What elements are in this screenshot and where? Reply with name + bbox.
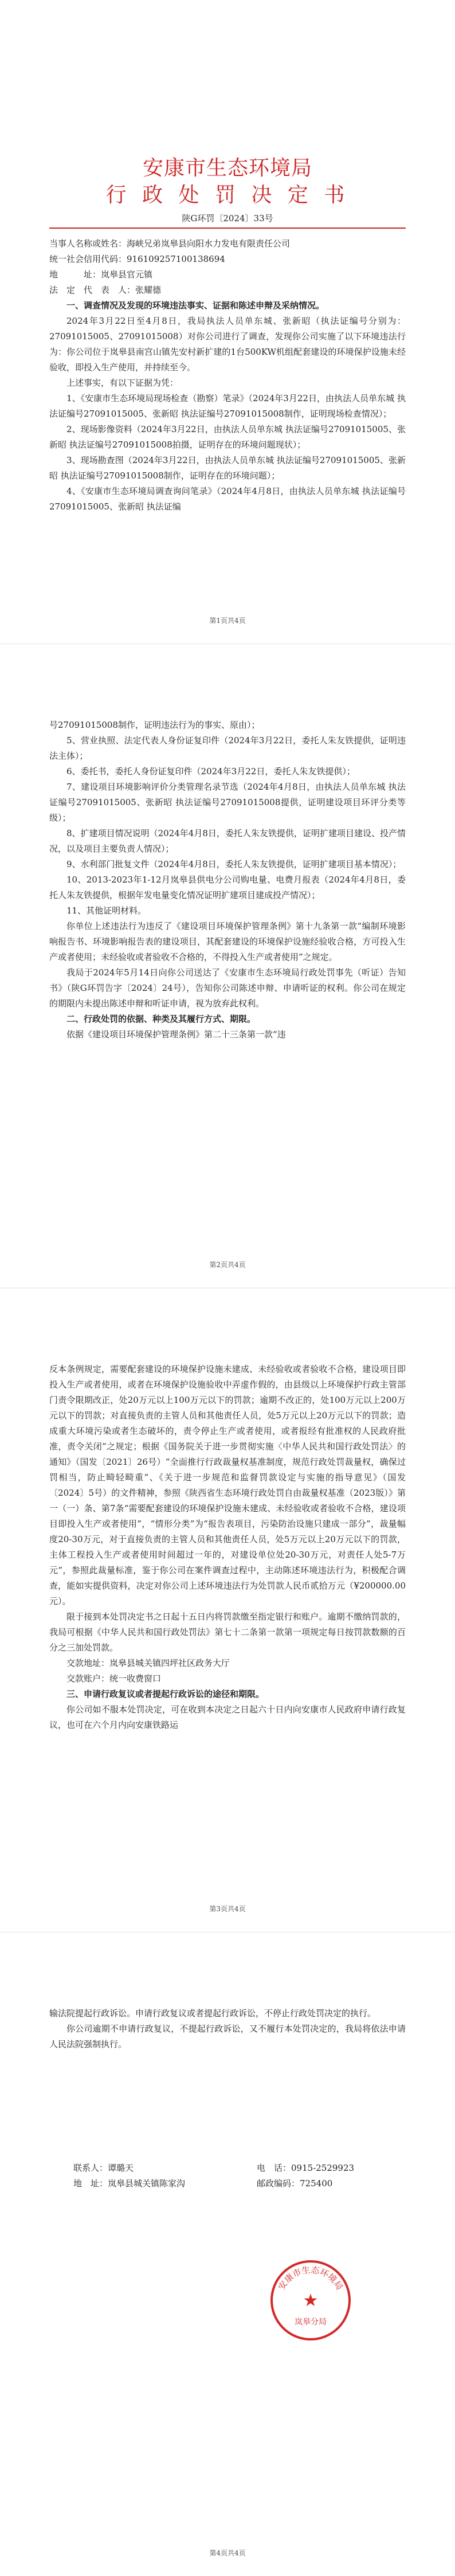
page-1-body: [49, 236, 406, 515]
contact-address: [73, 2176, 257, 2191]
paragraph: 输法院提起行政诉讼。申请行政复议或者提起行政诉讼，不停止行政处罚决定的执行。: [49, 2008, 376, 2018]
paragraph: 11、其他证明材料。: [66, 905, 147, 916]
contact-person: [73, 2161, 257, 2176]
paragraph: 9、水利部门批复文件（2024年4月8日，委托人朱友铁提供，证明扩建项目基本情况）；: [66, 859, 402, 869]
contact-person-value: 谭璐天: [108, 2163, 134, 2173]
contact-row: [73, 2176, 406, 2191]
paragraph: 法 定 代 表 人：张耀德: [49, 285, 162, 295]
contact-address-value: 岚皋县城关镇陈家沟: [108, 2178, 186, 2189]
section-heading: 一、调查情况及发现的环境违法事实、证据和陈述申辩及采纳情况。: [66, 300, 325, 311]
paragraph: 地 址：岚皋县官元镇: [49, 269, 153, 280]
page-3-body: [49, 1362, 406, 1733]
contact-postcode-label: 邮政编码：: [257, 2178, 300, 2189]
paragraph: 我局于2024年5月14日向你公司送达了《安康市生态环境局行政处罚事先（听证）告知书》（陕G环罚告字〔2024〕24号），告知你公司陈述申辩、申请听证的权利。你公司在规定的期限内未提出陈述申辩和听证申请，视为放弃此权利。: [49, 967, 406, 1009]
page-footer: 第2页共4页: [209, 1261, 246, 1269]
paragraph: 8、扩建项目情况说明（2024年4月8日，委托人朱友铁提供，证明扩建项目建设、投产情况，以及项目主要负责人情况）；: [49, 828, 406, 854]
document-number: 陕G环罚〔2024〕33号: [182, 213, 273, 224]
contact-postcode-value: 725400: [300, 2178, 333, 2189]
paragraph: 你公司如不服本处罚决定，可在收到本决定之日起六十日内向安康市人民政府申请行政复议，也可在六个月内向安康铁路运: [49, 1704, 406, 1730]
contact-row: [73, 2161, 406, 2176]
paragraph: 4、《安康市生态环境局调查询问笔录》（2024年4月8日，由执法人员单东城 执法证编号27091015005、张新昭 执法证编: [49, 486, 406, 512]
paragraph: 10、2013-2023年1-12月岚皋县供电分公司购电量、电费月报表（2024年4月8日，委托人朱友铁提供，根据年发电量变化情况证明扩建项目建成投产情况）；: [49, 875, 406, 900]
seal-bottom-text: 岚皋分局: [295, 2318, 327, 2327]
page-2: [0, 644, 455, 1288]
paragraph: 2、现场影像资料（2024年3月22日，由执法人员单东城 执法证编号27091015005、张新昭 执法证编号27091015008拍摄，证明存在的环境问题现状）；: [49, 424, 406, 450]
authority-title: 安康市生态环境局: [142, 156, 312, 180]
page-footer: 第3页共4页: [209, 1905, 246, 1913]
page-footer: 第1页共4页: [209, 617, 246, 625]
paragraph: 统一社会信用代码：916109257100138694: [49, 254, 225, 264]
paragraph: 上述事实，有以下证据为凭：: [66, 378, 179, 388]
section-heading: 二、行政处罚的依据、种类及其履行方式、期限。: [66, 1014, 256, 1024]
contact-block: [73, 2161, 406, 2191]
paragraph: 依据《建设项目环境保护管理条例》第二十三条第一款“违: [66, 1029, 286, 1040]
red-divider: [49, 228, 406, 229]
paragraph: 3、现场勘查图（2024年3月22日，由执法人员单东城 执法证编号27091015005、张新昭 执法证编号27091015008制作，证明存在的环境问题）；: [49, 455, 406, 481]
page-4: [0, 1932, 455, 2576]
paragraph: 7、建设项目环境影响评价分类管理名录节选（2024年4月8日，由执法人员单东城 执法证编号27091015005、张新昭 执法证编号27091015008提供，证明建设项目环评分类等级）；: [49, 782, 406, 823]
contact-phone-label: 电 话：: [257, 2163, 292, 2173]
seal-top-text: 安康市生态环境局: [276, 2264, 345, 2292]
page-footer: 第4页共4页: [209, 2549, 246, 2557]
paragraph: 限于接到本处罚决定书之日起十五日内将罚款缴至指定银行和账户。逾期不缴纳罚款的，我局可根据《中华人民共和国行政处罚法》第七十二条第一款第一项规定每日按罚款数额的百分之三加处罚款。: [49, 1612, 406, 1653]
contact-phone-value: 0915-2529923: [291, 2163, 355, 2173]
paragraph: 交款账户：统一收费窗口: [66, 1673, 162, 1684]
contact-phone: [257, 2161, 354, 2176]
document-type-title: 行 政 处 罚 决 定 书: [105, 183, 350, 207]
contact-postcode: [257, 2176, 332, 2191]
contact-address-label: 地 址：: [73, 2178, 108, 2189]
paragraph: 1、《安康市生态环境局现场检查（勘察）笔录》（2024年3月22日，由执法人员单东城 执法证编号27091015005、张新昭 执法证编号27091015008制作，证明现场检查情况）；: [49, 393, 406, 419]
paragraph: 6、委托书，委托人身份证复印件（2024年3月22日，委托人朱友铁提供）；: [66, 766, 355, 777]
paragraph: 当事人名称或姓名：海峡兄弟岚皋县向阳水力发电有限责任公司: [49, 238, 291, 249]
contact-person-label: 联系人：: [73, 2163, 108, 2173]
seal-star: ★: [303, 2291, 319, 2311]
paragraph: 2024年3月22日至4月8日，我局执法人员单东城、张新昭（执法证编号分别为：27091015005、27091015008）对你公司进行了调查，发现你公司实施了以下环境违法行为：你公司位于岚皋县南宫山镇先安村新扩建的1台500KW机组配套建设的环境保护设施未经验收，即投入生产使用，并持续至今。: [49, 316, 406, 373]
page-3: [0, 1288, 455, 1932]
paragraph: 你公司逾期不申请行政复议，不提起行政诉讼，又不履行本处罚决定的，我局将依法申请人民法院强制执行。: [49, 2024, 406, 2049]
official-seal-stamp: [268, 2258, 353, 2343]
page-1: [0, 0, 455, 644]
paragraph: 号27091015008制作，证明违法行为的事实、原由）；: [49, 720, 260, 730]
paragraph: 5、营业执照、法定代表人身份证复印件（2024年3月22日，委托人朱友铁提供，证明违法主体）；: [49, 735, 406, 761]
section-heading: 三、申请行政复议或者提起行政诉讼的途径和期限。: [66, 1689, 265, 1699]
page-4-body: [49, 2006, 406, 2052]
paragraph: 交款地址：岚皋县城关镇四坪社区政务大厅: [66, 1658, 230, 1668]
page-2-body: [49, 717, 406, 1042]
paragraph: 你单位上述违法行为违反了《建设项目环境保护管理条例》第十九条第一款“编制环境影响报告书、环境影响报告表的建设项目，其配套建设的环境保护设施经验收合格，方可投入生产或者使用；未经验收或者验收不合格的，不得投入生产或者使用”之规定。: [49, 921, 406, 962]
paragraph: 反本条例规定，需要配套建设的环境保护设施未建成、未经验收或者验收不合格，建设项目即投入生产或者使用，或者在环境保护设施验收中弄虚作假的，由县级以上环境保护行政主管部门责令限期改正，处20万元以上100万元以下的罚款；逾期不改正的，处100万元以上200万元以下的罚款；对直接负责的主管人员和其他责任人员，处5万元以上20万元以下的罚款；造成重大环境污染或者生态破坏的，责令停止生产或者使用，或者报经有批准权的人民政府批准，责令关闭”之规定；根据《国务院关于进一步贯彻实施〈中华人民共和国行政处罚法〉的通知》（国发〔2021〕26号）“全面推行行政裁量权基准制度，规范行政处罚裁量权，确保过罚相当，防止畸轻畸重”、《关于进一步规范和监督罚款设定与实施的指导意见》（国发〔2024〕5号）的文件精神，参照《陕西省生态环境行政处罚自由裁量权基准（2023版）》第一（一）条、第7条“需要配套建设的环境保护设施未建成、未经验收或者验收不合格，建设项目即投入生产或者使用”，“情形分类”为“报告表项目，污染防治设施只建成一部分”，裁量幅度20-30万元，对于直接负责的主管人员和其他责任人员，处5万元以上20万元以下的罚款，主体工程投入生产或者使用时间超过一年的，对建设单位处20-30万元，对责任人处5-7万元”，参照此裁量标准，鉴于你公司在案件调查过程中，主动陈述环境违法行为，积极配合调查，能如实提供资料，决定对你公司上述环境违法行为处罚款人民币贰拾万元（¥200000.00元）。: [49, 1364, 406, 1606]
